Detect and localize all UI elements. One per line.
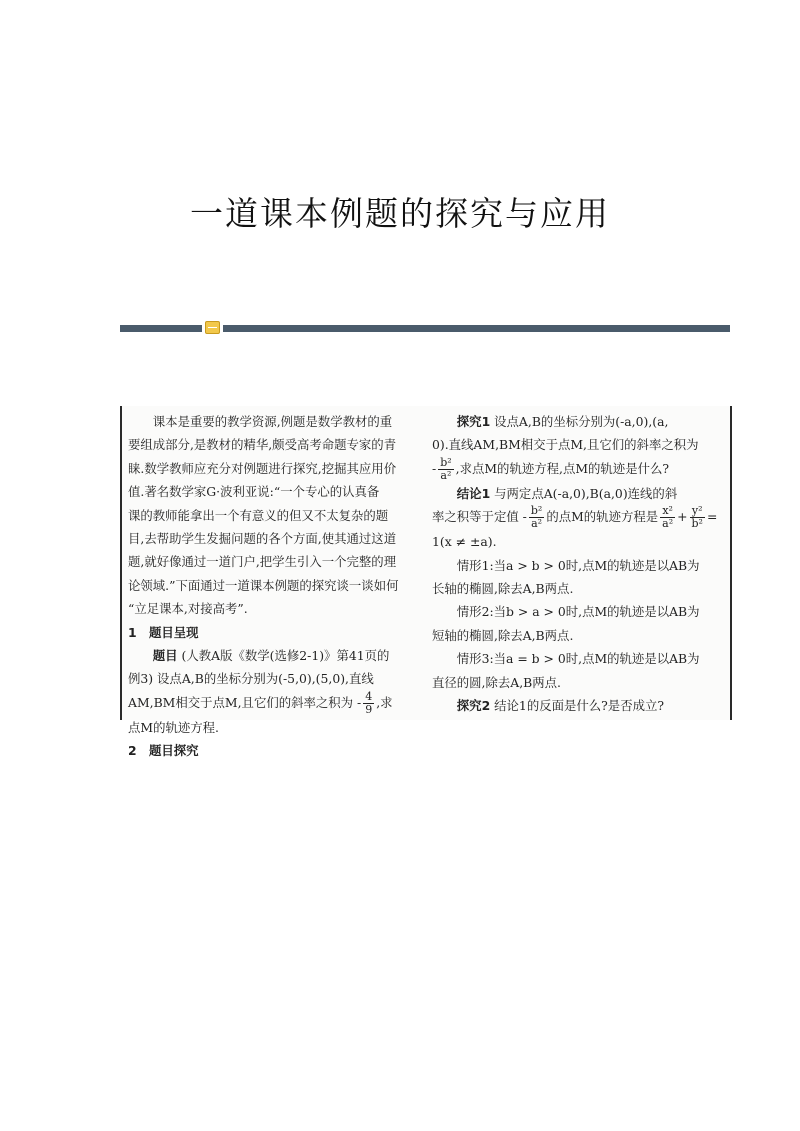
fraction-numerator: y²: [690, 505, 705, 518]
problem-line: [128, 644, 418, 667]
title-divider-right: [223, 325, 730, 332]
case-line: 情形3:当a = b > 0时,点M的轨迹是以AB为: [456, 651, 700, 667]
case-line: 直径的圆,除去A,B两点.: [432, 674, 561, 690]
note-icon: [205, 321, 220, 334]
left-column: [128, 410, 418, 763]
intro-line: 目,去帮助学生发掘问题的各个方面,使其通过这道: [128, 531, 397, 547]
explore2-text: 结论1的反面是什么?是否成立?: [494, 698, 665, 714]
problem-line: [128, 691, 418, 716]
problem-source: (人教A版《数学(选修2-1)》第41页的: [181, 648, 390, 664]
intro-line: 要组成部分,是教材的精华,颇受高考命题专家的青: [128, 437, 397, 453]
conclusion1-line: 1(x ≠ ±a).: [432, 534, 497, 550]
problem-line: 点M的轨迹方程.: [128, 719, 219, 735]
fraction: [529, 505, 544, 530]
conclusion1-line: [432, 505, 726, 530]
section-heading-2: 2 题目探究: [128, 743, 199, 759]
case-line: 情形1:当a > b > 0时,点M的轨迹是以AB为: [456, 557, 700, 573]
fraction-numerator: x²: [660, 505, 675, 518]
explore2-label: 探究2: [456, 698, 491, 714]
scan-left-border: [120, 406, 122, 720]
problem-label: 题目: [152, 648, 178, 664]
problem-line: 例3) 设点A,B的坐标分别为(-5,0),(5,0),直线: [128, 671, 374, 687]
fraction: [438, 457, 453, 482]
fraction-denominator: b²: [691, 517, 703, 531]
title-divider-left: [120, 325, 202, 332]
plus-sign: +: [677, 509, 688, 525]
fraction-numerator: b²: [530, 504, 543, 518]
intro-line: 论领域.”下面通过一道课本例题的探究谈一谈如何: [128, 577, 399, 593]
section-heading-1: 1 题目呈现: [128, 624, 199, 640]
conclusion1-text: 的点M的轨迹方程是: [546, 509, 659, 525]
conclusion1-line: [432, 482, 726, 505]
explore1-text: ,求点M的轨迹方程,点M的轨迹是什么?: [455, 460, 670, 476]
scanned-article-image: [120, 406, 732, 759]
explore1-line: [432, 410, 726, 433]
conclusion1-text: 率之积等于定值 -: [432, 509, 527, 525]
scan-right-border: [730, 406, 732, 720]
case-line: 短轴的椭圆,除去A,B两点.: [432, 627, 574, 643]
explore2-line: [432, 694, 726, 717]
right-column: [432, 410, 726, 717]
intro-line: 值.著名数学家G·波利亚说:“一个专心的认真备: [128, 484, 380, 500]
intro-line: 题,就好像通过一道门户,把学生引入一个完整的理: [128, 554, 397, 570]
explore1-line: 0).直线AM,BM相交于点M,且它们的斜率之积为: [432, 437, 699, 453]
explore1-label: 探究1: [456, 414, 491, 429]
fraction-denominator: a²: [440, 468, 452, 482]
intro-line: “立足课本,对接高考”.: [128, 601, 248, 617]
intro-line: 课本是重要的教学资源,例题是数学教材的重: [152, 414, 393, 429]
fraction-denominator: 9: [365, 702, 373, 716]
case-line: 情形2:当b > a > 0时,点M的轨迹是以AB为: [456, 604, 700, 620]
fraction: [363, 691, 374, 716]
conclusion1-text: 与两定点A(-a,0),B(a,0)连线的斜: [494, 485, 678, 501]
fraction-numerator: 4: [365, 689, 373, 703]
conclusion1-label: 结论1: [456, 485, 491, 501]
fraction: [660, 505, 675, 530]
problem-text: AM,BM相交于点M,且它们的斜率之积为 -: [128, 694, 362, 710]
fraction: [690, 505, 705, 530]
case-line: 长轴的椭圆,除去A,B两点.: [432, 581, 574, 597]
problem-text: ,求: [376, 694, 393, 710]
intro-line: 课的教师能拿出一个有意义的但又不太复杂的题: [128, 507, 389, 523]
intro-line: 睐.数学教师应充分对例题进行探究,挖掘其应用价: [128, 460, 397, 476]
explore1-line: [432, 457, 726, 482]
fraction-denominator: a²: [531, 517, 543, 531]
equals-sign: =: [706, 509, 718, 525]
explore1-text: 设点A,B的坐标分别为(-a,0),(a,: [494, 414, 669, 429]
page-title: 一道课本例题的探究与应用: [190, 194, 610, 233]
fraction-numerator: b²: [440, 455, 452, 469]
minus-sign: -: [432, 460, 437, 476]
fraction-denominator: a²: [662, 517, 674, 531]
